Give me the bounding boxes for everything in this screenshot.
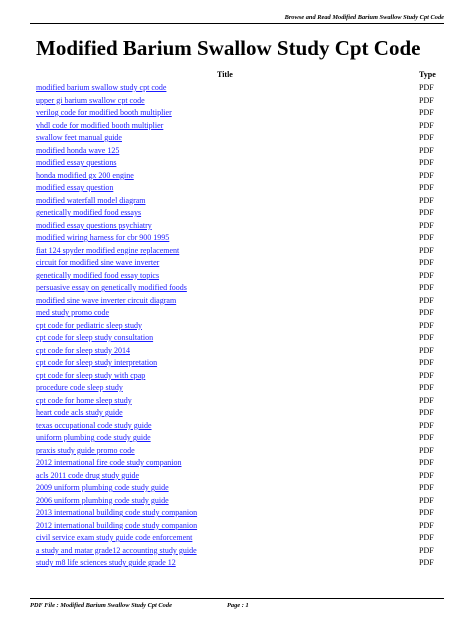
list-item xyxy=(36,495,438,508)
document-type: PDF xyxy=(419,533,434,542)
document-type: PDF xyxy=(419,345,434,355)
running-header: Browse and Read Modified Barium Swallow Study Cpt Code xyxy=(30,14,444,24)
document-type: PDF xyxy=(419,95,434,105)
document-type: PDF xyxy=(419,420,434,430)
column-header-title: Title xyxy=(217,70,233,79)
list-item xyxy=(36,257,438,270)
list-item xyxy=(36,370,438,383)
list-item xyxy=(36,307,438,320)
document-link[interactable]: heart code acls study guide xyxy=(36,408,123,417)
list-item xyxy=(36,207,438,220)
document-link[interactable]: upper gi barium swallow cpt code xyxy=(36,95,145,105)
list-item xyxy=(36,107,438,120)
document-type: PDF xyxy=(419,270,434,280)
list-item xyxy=(36,220,438,233)
list-item xyxy=(36,395,438,408)
document-link[interactable]: modified essay questions xyxy=(36,158,117,167)
list-item xyxy=(36,532,438,545)
document-link[interactable]: honda modified gx 200 engine xyxy=(36,170,134,180)
document-type: PDF xyxy=(419,333,434,342)
document-type: PDF xyxy=(419,520,434,530)
list-item xyxy=(36,120,438,133)
document-link[interactable]: 2006 uniform plumbing code study guide xyxy=(36,495,169,505)
document-link[interactable]: texas occupational code study guide xyxy=(36,420,152,430)
document-link[interactable]: cpt code for pediatric sleep study xyxy=(36,320,142,330)
list-item xyxy=(36,382,438,395)
document-link[interactable]: 2009 uniform plumbing code study guide xyxy=(36,483,169,492)
document-type: PDF xyxy=(419,133,434,142)
document-link[interactable]: 2012 international building code study companion xyxy=(36,520,198,530)
list-item xyxy=(36,245,438,258)
document-link[interactable]: modified wiring harness for cbr 900 1995 xyxy=(36,233,170,242)
list-item xyxy=(36,132,438,145)
document-link[interactable]: a study and matar grade12 accounting study guide xyxy=(36,545,197,555)
list-item xyxy=(36,420,438,433)
page-title: Modified Barium Swallow Study Cpt Code xyxy=(36,36,421,60)
document-link[interactable]: fiat 124 spyder modified engine replacement xyxy=(36,245,180,255)
document-type: PDF xyxy=(419,308,434,317)
document-type: PDF xyxy=(419,470,434,480)
list-item xyxy=(36,145,438,158)
list-item xyxy=(36,82,438,95)
document-type: PDF xyxy=(419,220,434,230)
document-type: PDF xyxy=(419,320,434,330)
document-type: PDF xyxy=(419,208,434,217)
document-type: PDF xyxy=(419,233,434,242)
list-item xyxy=(36,295,438,308)
document-link[interactable]: modified essay questions psychiatry xyxy=(36,220,152,230)
list-item xyxy=(36,195,438,208)
document-type: PDF xyxy=(419,433,434,442)
document-type: PDF xyxy=(419,108,434,117)
document-link[interactable]: uniform plumbing code study guide xyxy=(36,433,151,442)
list-item xyxy=(36,457,438,470)
document-link[interactable]: med study promo code xyxy=(36,308,110,317)
document-link[interactable]: modified essay question xyxy=(36,183,114,192)
list-item xyxy=(36,95,438,108)
document-link[interactable]: modified honda wave 125 xyxy=(36,145,120,155)
document-type: PDF xyxy=(419,295,434,305)
document-link[interactable]: persuasive essay on genetically modified foods xyxy=(36,283,187,292)
list-item xyxy=(36,232,438,245)
list-item xyxy=(36,432,438,445)
footer-file-label: PDF File : Modified Barium Swallow Study Cpt Code xyxy=(30,602,172,609)
document-link[interactable]: 2012 international fire code study companion xyxy=(36,458,182,467)
document-type: PDF xyxy=(419,383,434,392)
document-link[interactable]: procedure code sleep study xyxy=(36,383,123,392)
document-link[interactable]: cpt code for sleep study interpretation xyxy=(36,358,158,367)
document-link[interactable]: cpt code for sleep study with cpap xyxy=(36,370,146,380)
document-link[interactable]: genetically modified food essay topics xyxy=(36,270,160,280)
list-item xyxy=(36,332,438,345)
document-link[interactable]: praxis study guide promo code xyxy=(36,445,135,455)
document-link[interactable]: modified sine wave inverter circuit diagram xyxy=(36,295,177,305)
document-type: PDF xyxy=(419,408,434,417)
list-item xyxy=(36,482,438,495)
document-type: PDF xyxy=(419,83,434,92)
list-item xyxy=(36,182,438,195)
document-link[interactable]: genetically modified food essays xyxy=(36,208,142,217)
document-link[interactable]: modified waterfall model diagram xyxy=(36,195,146,205)
document-type: PDF xyxy=(419,445,434,455)
document-link[interactable]: verilog code for modified booth multiplier xyxy=(36,108,172,117)
document-type: PDF xyxy=(419,245,434,255)
page-footer xyxy=(30,598,444,609)
document-link[interactable]: acls 2011 code drug study guide xyxy=(36,470,140,480)
document-type: PDF xyxy=(419,195,434,205)
list-item xyxy=(36,282,438,295)
list-item xyxy=(36,520,438,533)
list-item xyxy=(36,170,438,183)
document-link[interactable]: cpt code for home sleep study xyxy=(36,395,132,405)
document-type: PDF xyxy=(419,395,434,405)
list-item xyxy=(36,557,438,570)
document-link[interactable]: modified barium swallow study cpt code xyxy=(36,83,167,92)
list-item xyxy=(36,270,438,283)
document-link[interactable]: vhdl code for modified booth multiplier xyxy=(36,120,164,130)
document-type: PDF xyxy=(419,495,434,505)
document-type: PDF xyxy=(419,508,434,517)
document-type: PDF xyxy=(419,158,434,167)
list-item xyxy=(36,470,438,483)
list-item xyxy=(36,320,438,333)
document-type: PDF xyxy=(419,183,434,192)
document-link[interactable]: cpt code for sleep study consultation xyxy=(36,333,154,342)
list-item xyxy=(36,345,438,358)
document-link[interactable]: circuit for modified sine wave inverter xyxy=(36,258,160,267)
document-type: PDF xyxy=(419,145,434,155)
document-type: PDF xyxy=(419,358,434,367)
document-type: PDF xyxy=(419,120,434,130)
document-type: PDF xyxy=(419,558,434,567)
document-link[interactable]: 2013 international building code study companion xyxy=(36,508,198,517)
document-link[interactable]: swallow feet manual guide xyxy=(36,133,122,142)
list-item xyxy=(36,407,438,420)
list-item xyxy=(36,157,438,170)
document-link[interactable]: civil service exam study guide code enforcement xyxy=(36,533,193,542)
document-type: PDF xyxy=(419,170,434,180)
document-link[interactable]: study m8 life sciences study guide grade 12 xyxy=(36,558,176,567)
document-type: PDF xyxy=(419,483,434,492)
footer-page-label: Page : 1 xyxy=(227,602,249,609)
document-type: PDF xyxy=(419,545,434,555)
document-link[interactable]: cpt code for sleep study 2014 xyxy=(36,345,130,355)
document-list xyxy=(36,82,438,570)
list-item xyxy=(36,545,438,558)
document-type: PDF xyxy=(419,258,434,267)
list-item xyxy=(36,507,438,520)
document-type: PDF xyxy=(419,458,434,467)
column-header-type: Type xyxy=(419,70,436,79)
document-type: PDF xyxy=(419,283,434,292)
list-item xyxy=(36,445,438,458)
document-type: PDF xyxy=(419,370,434,380)
list-item xyxy=(36,357,438,370)
